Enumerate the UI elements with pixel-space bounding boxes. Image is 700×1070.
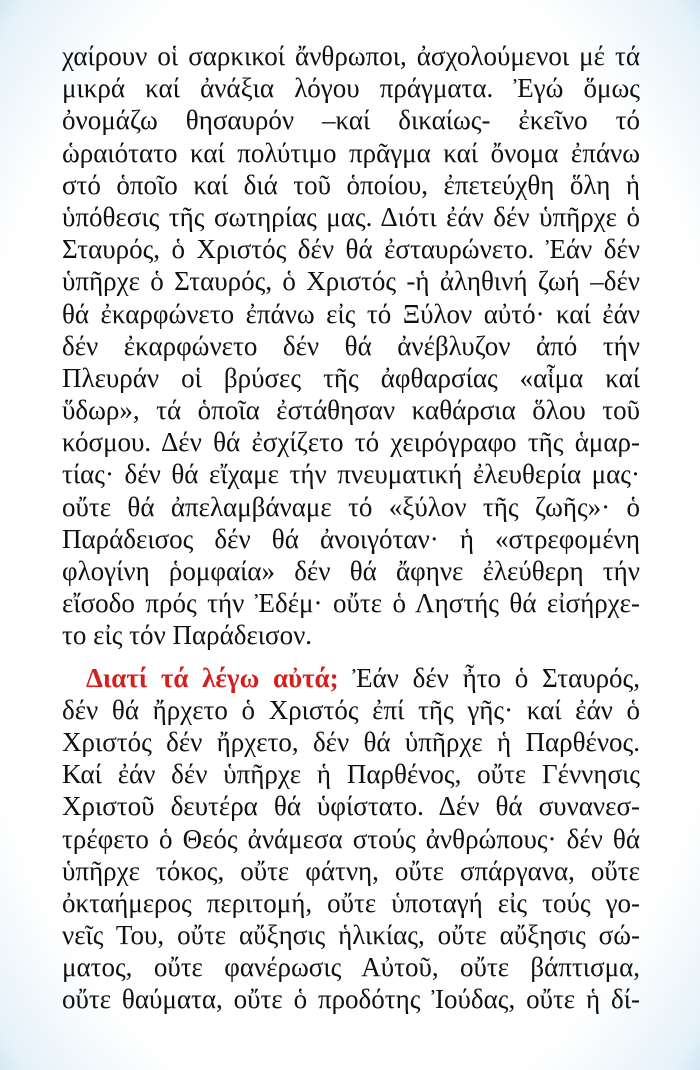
text-line: τίας· δέν θά εἴχαμε τήν πνευματική ἐλευθερία μας·	[62, 459, 640, 490]
text-line: χαίρουν οἱ σαρκικοί ἄνθρωποι, ἀσχολούμενοι μέ τά	[62, 41, 640, 71]
text-line: ὕδωρ», τά ὁποῖα ἐστάθησαν καθάρσια ὅλου τοῦ	[62, 395, 640, 426]
text-line: κόσμου. Δέν θά ἐσχίζετο τό χειρόγραφο τῆς ἁμαρ-	[62, 427, 640, 458]
text-line: φλογίνη ῥομφαία» δέν θά ἄφηνε ἐλεύθερη τήν	[62, 556, 640, 586]
text-line: το εἰς τόν Παράδεισον.	[62, 620, 313, 651]
text-line: Σταυρός, ὁ Χριστός δέν θά ἐσταυρώνετο. Ἐάν δέν	[62, 234, 640, 265]
text-run: Ἐάν δέν ἦτο ὁ Σταυρός,	[338, 662, 640, 693]
text-line: Χριστός δέν ἤρχετο, δέν θά ὑπῆρχε ἡ Παρθένος.	[62, 726, 640, 757]
text-line: δέν θά ἤρχετο ὁ Χριστός ἐπί τῆς γῆς· καί ἐάν ὁ	[62, 694, 640, 725]
text-line: ματος, οὔτε φανέρωσις Αὐτοῦ, οὔτε βάπτισμα,	[62, 952, 640, 983]
text-line: θά ἐκαρφώνετο ἐπάνω εἰς τό Ξύλον αὐτό· καί ἐάν	[62, 298, 640, 329]
text-line: τρέφετο ὁ Θεός ἀνάμεσα στούς ἀνθρώπους· δέν θά	[62, 823, 640, 854]
text-line: ὀνομάζω θησαυρόν –καί δικαίως- ἐκεῖνο τό	[62, 105, 640, 136]
text-line: ὡραιότατο καί πολύτιμο πρᾶγμα καί ὄνομα ἐπάνω	[62, 137, 640, 168]
text-line: οὔτε θαύματα, οὔτε ὁ προδότης Ἰούδας, οὔτε ἡ δί-	[62, 984, 640, 1015]
book-page	[62, 40, 640, 1016]
text-line: οὔτε θά ἀπελαμβάναμε τό «ξύλον τῆς ζωῆς»· ὁ	[62, 491, 640, 522]
emphasis-question: Διατί τά λέγω αὐτά;	[86, 662, 339, 693]
text-line: εἴσοδο πρός τήν Ἐδέμ· οὔτε ὁ Ληστής θά εἰσήρχε-	[62, 588, 640, 619]
text-line: νεῖς Του, οὔτε αὔξησις ἡλικίας, οὔτε αὔξησις σώ-	[62, 920, 640, 951]
text-line-first	[62, 662, 640, 694]
paragraph-1	[62, 40, 640, 652]
text-line: Χριστοῦ δευτέρα θά ὑφίστατο. Δέν θά συνανεσ-	[62, 791, 640, 822]
text-line: ὑπόθεσις τῆς σωτηρίας μας. Διότι ἐάν δέν ὑπῆρχε ὁ	[62, 201, 640, 232]
text-line: Πλευράν οἱ βρύσες τῆς ἀφθαρσίας «αἷμα καί	[62, 362, 640, 393]
text-line: ὑπῆρχε τόκος, οὔτε φάτνη, οὔτε σπάργανα, οὔτε	[62, 855, 640, 886]
text-line: ὑπῆρχε ὁ Σταυρός, ὁ Χριστός -ἡ ἀληθινή ζωή –δέν	[62, 266, 640, 297]
paragraph-2	[62, 662, 640, 1016]
text-line: δέν ἐκαρφώνετο δέν θά ἀνέβλυζον ἀπό τήν	[62, 330, 640, 361]
text-line: Καί ἐάν δέν ὑπῆρχε ἡ Παρθένος, οὔτε Γέννησις	[62, 759, 640, 790]
text-line: ὀκταήμερος περιτομή, οὔτε ὑποταγή εἰς τούς γο-	[62, 887, 640, 918]
text-line: μικρά καί ἀνάξια λόγου πράγματα. Ἐγώ ὅμως	[62, 73, 640, 104]
text-line: στό ὁποῖο καί διά τοῦ ὁποίου, ἐπετεύχθη ὅλη ἡ	[62, 169, 640, 200]
text-line: Παράδεισος δέν θά ἀνοιγόταν· ἡ «στρεφομένη	[62, 523, 640, 554]
